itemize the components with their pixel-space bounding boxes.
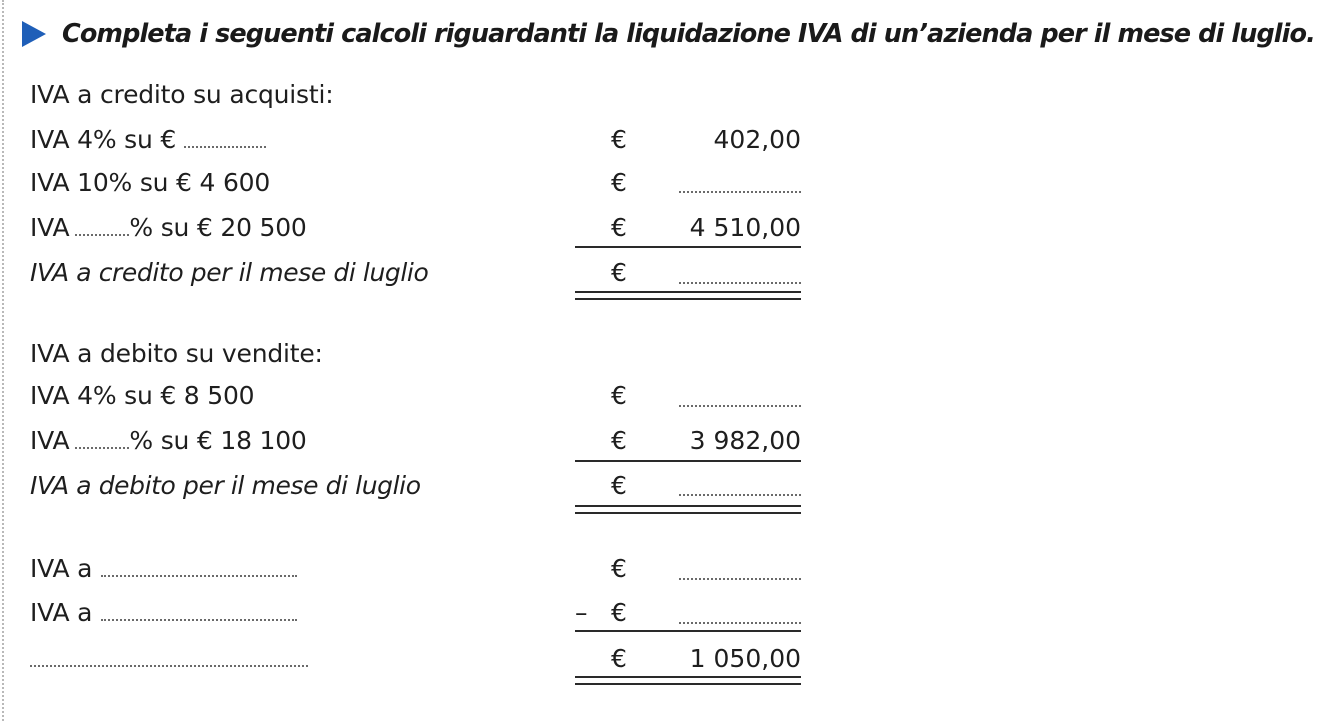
blank-field[interactable]	[101, 619, 297, 621]
debito-row2-amount: 3 982,00	[689, 426, 801, 455]
credito-row3-amount: 4 510,00	[689, 213, 801, 242]
liquidazione-row1-text: IVA a	[30, 554, 93, 583]
credito-total-label: IVA a credito per il mese di luglio	[30, 258, 429, 287]
debito-row1-label: IVA 4% su € 8 500	[30, 381, 255, 410]
debito-total-label: IVA a debito per il mese di luglio	[30, 471, 421, 500]
euro-sign: €	[611, 381, 627, 410]
euro-sign: €	[611, 125, 627, 154]
sum-rule	[575, 246, 801, 248]
page-edge	[2, 0, 4, 721]
credito-row1-text: IVA 4% su €	[30, 125, 177, 154]
euro-sign: €	[611, 213, 627, 242]
total-rule	[575, 291, 801, 293]
euro-sign: €	[611, 168, 627, 197]
blank-field[interactable]	[679, 578, 801, 580]
sum-rule	[575, 460, 801, 462]
credito-row3-text-b: % su € 20 500	[129, 213, 307, 242]
blank-field[interactable]	[679, 191, 801, 193]
blank-field[interactable]	[679, 405, 801, 407]
debito-title: IVA a debito su vendite:	[30, 339, 323, 368]
euro-sign: €	[611, 258, 627, 287]
blank-field[interactable]	[184, 146, 266, 148]
total-rule	[575, 298, 801, 300]
instruction-text: Completa i seguenti calcoli riguardanti la liquidazione IVA di un’azienda per il mese di luglio.	[62, 19, 1315, 49]
triangle-bullet-icon	[20, 20, 48, 48]
liquidazione-row2-text: IVA a	[30, 598, 93, 627]
credito-row1-amount: 402,00	[713, 125, 801, 154]
liquidazione-row2-label	[30, 598, 297, 628]
debito-row2-text-b: % su € 18 100	[129, 426, 307, 455]
euro-sign: €	[611, 426, 627, 455]
total-rule	[575, 676, 801, 678]
credito-row2-label: IVA 10% su € 4 600	[30, 168, 271, 197]
liquidazione-result-amount: 1 050,00	[689, 644, 801, 673]
euro-sign: €	[611, 644, 627, 673]
credito-row1-label	[30, 125, 266, 155]
debito-row2-text-a: IVA	[30, 426, 70, 455]
euro-sign: €	[611, 554, 627, 583]
sum-rule	[575, 630, 801, 632]
blank-field[interactable]	[75, 234, 129, 236]
euro-sign: €	[611, 598, 627, 627]
liquidazione-row1-label	[30, 554, 297, 584]
blank-field[interactable]	[101, 575, 297, 577]
euro-sign: €	[611, 471, 627, 500]
exercise-header	[20, 14, 1315, 54]
blank-field[interactable]	[679, 622, 801, 624]
debito-row2-label	[30, 426, 307, 456]
blank-field[interactable]	[75, 447, 129, 449]
total-rule	[575, 683, 801, 685]
credito-row3-label	[30, 213, 307, 243]
minus-sign: –	[575, 598, 588, 627]
blank-field[interactable]	[30, 665, 308, 667]
blank-field[interactable]	[679, 494, 801, 496]
blank-field[interactable]	[679, 282, 801, 284]
credito-title: IVA a credito su acquisti:	[30, 80, 334, 109]
total-rule	[575, 512, 801, 514]
credito-row3-text-a: IVA	[30, 213, 70, 242]
total-rule	[575, 505, 801, 507]
